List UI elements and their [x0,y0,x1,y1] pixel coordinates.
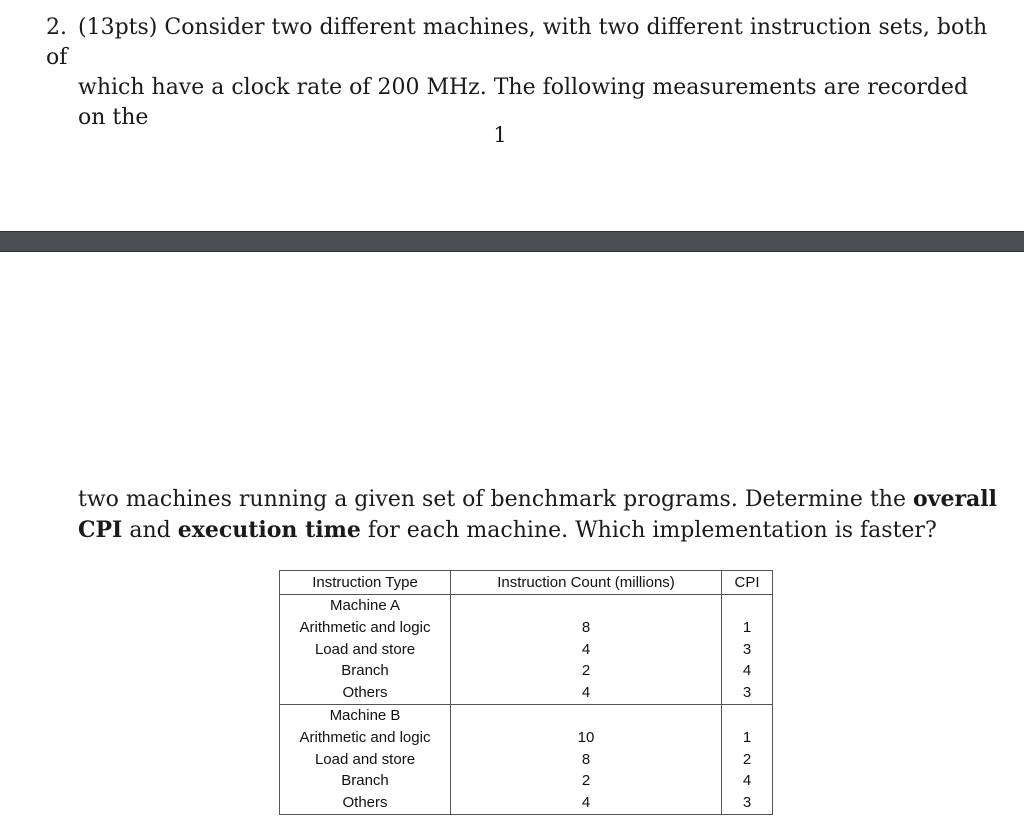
machine-a-label: Machine A [280,595,451,617]
row-type: Branch [280,770,451,792]
row-cpi: 3 [722,792,773,814]
question-text-top [46,13,996,133]
row-cpi: 1 [722,617,773,639]
header-instruction-count: Instruction Count (millions) [451,571,722,595]
table-row [280,639,773,661]
table-row [280,749,773,771]
table-row [280,727,773,749]
question-line-4 [78,515,1008,546]
table-row [280,704,773,726]
row-type: Load and store [280,749,451,771]
row-count: 4 [451,792,722,814]
row-type: Branch [280,660,451,682]
row-count: 10 [451,727,722,749]
row-cpi: 4 [722,770,773,792]
table-header-row [280,571,773,595]
row-count: 4 [451,639,722,661]
row-count: 2 [451,660,722,682]
row-count: 8 [451,617,722,639]
header-instruction-type: Instruction Type [280,571,451,595]
row-type: Arithmetic and logic [280,617,451,639]
row-count: 2 [451,770,722,792]
table-row [280,682,773,704]
row-cpi: 1 [722,727,773,749]
row-cpi: 2 [722,749,773,771]
question-line-3 [78,484,1008,515]
line-4-mid: and [129,518,171,543]
question-line-1 [46,13,996,73]
line-3-prefix: two machines running a given set of benchmark programs. Determine the [78,487,906,512]
row-count: 4 [451,682,722,704]
question-line-1-text: (13pts) Consider two different machines, with two different instruction sets, both of [46,15,988,70]
row-cpi: 4 [722,660,773,682]
table-row [280,660,773,682]
measurements-table [279,570,773,815]
row-type: Arithmetic and logic [280,727,451,749]
table-row [280,770,773,792]
row-type: Load and store [280,639,451,661]
row-count: 8 [451,749,722,771]
question-line-2: which have a clock rate of 200 MHz. The following measurements are recorded on the [78,75,969,130]
table-row [280,595,773,617]
page-number: 1 [493,123,507,147]
row-cpi: 3 [722,639,773,661]
machine-b-label: Machine B [280,704,451,726]
question-number: 2. [46,15,67,40]
row-cpi: 3 [722,682,773,704]
row-type: Others [280,792,451,814]
table-row [280,617,773,639]
line-4-bold-exec: execution time [177,517,361,543]
row-type: Others [280,682,451,704]
table-row [280,792,773,814]
header-cpi: CPI [722,571,773,595]
line-4-bold-cpi: CPI [78,517,123,543]
line-4-suffix: for each machine. Which implementation is faster? [367,518,937,543]
question-text-bottom [78,484,1008,546]
line-3-bold: overall [912,486,997,512]
page-break-bar [0,231,1024,252]
